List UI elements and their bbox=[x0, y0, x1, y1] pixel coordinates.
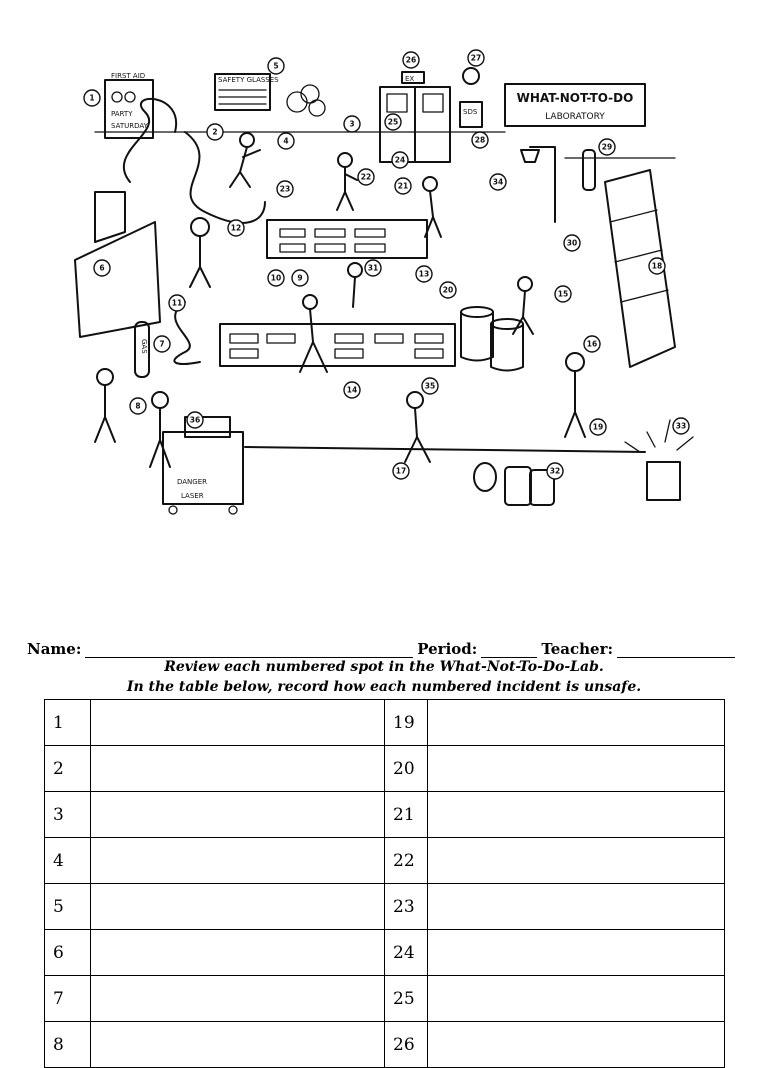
marker-29 bbox=[599, 139, 615, 155]
name-blank[interactable] bbox=[85, 644, 413, 658]
incident-number: 24 bbox=[385, 930, 428, 976]
marker-13 bbox=[416, 266, 432, 282]
lab-title-text: WHAT-NOT-TO-DO bbox=[516, 91, 634, 105]
marker-31 bbox=[365, 260, 381, 276]
sds-label: SDS bbox=[463, 108, 478, 116]
answer-cell[interactable] bbox=[428, 884, 725, 930]
svg-text:3: 3 bbox=[349, 119, 355, 129]
first-aid-label: FIRST AID bbox=[111, 72, 146, 80]
svg-text:17: 17 bbox=[395, 466, 407, 476]
answer-cell[interactable] bbox=[428, 792, 725, 838]
marker-24 bbox=[392, 152, 408, 168]
front-lab-bench bbox=[220, 324, 455, 366]
incident-number: 5 bbox=[45, 884, 91, 930]
incident-number: 23 bbox=[385, 884, 428, 930]
table-row bbox=[45, 1022, 725, 1068]
marker-1 bbox=[84, 90, 100, 106]
svg-text:6: 6 bbox=[99, 263, 105, 273]
lab-title-sign bbox=[505, 84, 645, 126]
svg-text:1: 1 bbox=[89, 93, 95, 103]
incident-number: 1 bbox=[45, 700, 91, 746]
sds-binder bbox=[460, 68, 482, 127]
svg-text:21: 21 bbox=[397, 181, 409, 191]
svg-text:10: 10 bbox=[270, 273, 282, 283]
answer-cell[interactable] bbox=[91, 700, 385, 746]
incident-number: 19 bbox=[385, 700, 428, 746]
table-row bbox=[45, 700, 725, 746]
teacher-blank[interactable] bbox=[617, 644, 735, 658]
extension-cord bbox=[185, 132, 265, 223]
svg-text:4: 4 bbox=[283, 136, 289, 146]
marker-25 bbox=[385, 114, 401, 130]
period-blank[interactable] bbox=[481, 644, 537, 658]
svg-text:22: 22 bbox=[360, 172, 372, 182]
table-row bbox=[45, 746, 725, 792]
svg-text:2: 2 bbox=[212, 127, 218, 137]
incident-number: 4 bbox=[45, 838, 91, 884]
marker-35 bbox=[422, 378, 438, 394]
marker-15 bbox=[555, 286, 571, 302]
spray-cloud bbox=[287, 85, 325, 116]
answer-cell[interactable] bbox=[428, 838, 725, 884]
marker-34 bbox=[490, 174, 506, 190]
answer-cell[interactable] bbox=[91, 792, 385, 838]
svg-text:35: 35 bbox=[424, 381, 436, 391]
back-lab-bench bbox=[267, 220, 427, 258]
answer-cell[interactable] bbox=[91, 976, 385, 1022]
party-label: PARTY bbox=[111, 110, 133, 118]
svg-text:24: 24 bbox=[394, 155, 406, 165]
marker-5 bbox=[268, 58, 284, 74]
svg-text:19: 19 bbox=[592, 422, 604, 432]
fume-hood bbox=[75, 192, 160, 337]
gas-label: GAS bbox=[140, 339, 148, 354]
incident-number: 25 bbox=[385, 976, 428, 1022]
answer-cell[interactable] bbox=[428, 700, 725, 746]
svg-text:20: 20 bbox=[442, 285, 454, 295]
svg-text:33: 33 bbox=[675, 421, 687, 431]
answer-cell[interactable] bbox=[91, 884, 385, 930]
laser-beam bbox=[245, 447, 645, 452]
safety-shower bbox=[530, 147, 555, 222]
name-label: Name: bbox=[27, 640, 82, 658]
svg-text:26: 26 bbox=[405, 55, 417, 65]
svg-text:29: 29 bbox=[601, 142, 613, 152]
incident-number: 6 bbox=[45, 930, 91, 976]
marker-21 bbox=[395, 178, 411, 194]
marker-3 bbox=[344, 116, 360, 132]
lab-drawing bbox=[35, 22, 740, 562]
marker-30 bbox=[564, 235, 580, 251]
marker-20 bbox=[440, 282, 456, 298]
table-row bbox=[45, 930, 725, 976]
marker-10 bbox=[268, 270, 284, 286]
marker-28 bbox=[472, 132, 488, 148]
marker-12 bbox=[228, 220, 244, 236]
marker-27 bbox=[468, 50, 484, 66]
marker-22 bbox=[358, 169, 374, 185]
marker-36 bbox=[187, 412, 203, 428]
incident-number: 3 bbox=[45, 792, 91, 838]
marker-17 bbox=[393, 463, 409, 479]
svg-text:15: 15 bbox=[557, 289, 569, 299]
svg-text:27: 27 bbox=[470, 53, 482, 63]
svg-text:5: 5 bbox=[273, 61, 279, 71]
svg-text:14: 14 bbox=[346, 385, 358, 395]
incident-number: 8 bbox=[45, 1022, 91, 1068]
svg-text:7: 7 bbox=[159, 339, 165, 349]
marker-14 bbox=[344, 382, 360, 398]
svg-text:12: 12 bbox=[230, 223, 242, 233]
table-row bbox=[45, 884, 725, 930]
table-row bbox=[45, 792, 725, 838]
marker-9 bbox=[292, 270, 308, 286]
marker-23 bbox=[277, 181, 293, 197]
incident-number: 7 bbox=[45, 976, 91, 1022]
marker-8 bbox=[130, 398, 146, 414]
svg-text:25: 25 bbox=[387, 117, 399, 127]
marker-2 bbox=[207, 124, 223, 140]
saturday-label: SATURDAY bbox=[111, 122, 148, 130]
answer-cell[interactable] bbox=[428, 746, 725, 792]
tipped-barrels bbox=[474, 463, 554, 505]
answer-cell[interactable] bbox=[428, 1022, 725, 1068]
lab-subtitle-text: LABORATORY bbox=[545, 112, 605, 122]
safety-glasses-cabinet bbox=[215, 74, 279, 110]
incident-number: 22 bbox=[385, 838, 428, 884]
svg-text:8: 8 bbox=[135, 401, 141, 411]
svg-text:9: 9 bbox=[297, 273, 303, 283]
svg-text:28: 28 bbox=[474, 135, 486, 145]
laser-cart bbox=[163, 417, 243, 514]
shower-head bbox=[521, 150, 539, 162]
svg-text:23: 23 bbox=[279, 184, 291, 194]
svg-text:30: 30 bbox=[566, 238, 578, 248]
safety-glasses-label: SAFETY GLASSES bbox=[218, 76, 279, 84]
teacher-label: Teacher: bbox=[541, 640, 614, 658]
answer-cell[interactable] bbox=[428, 930, 725, 976]
marker-32 bbox=[547, 463, 563, 479]
svg-text:34: 34 bbox=[492, 177, 504, 187]
marker-16 bbox=[584, 336, 600, 352]
marker-4 bbox=[278, 133, 294, 149]
instruction-review: Review each numbered spot in the What-Not-To-Do-Lab. bbox=[164, 659, 604, 675]
party-poster bbox=[105, 72, 153, 138]
incident-table bbox=[44, 699, 725, 1068]
answer-cell[interactable] bbox=[91, 838, 385, 884]
table-row bbox=[45, 838, 725, 884]
answer-cell[interactable] bbox=[91, 1022, 385, 1068]
laser-label: LASER bbox=[181, 492, 204, 500]
svg-text:11: 11 bbox=[171, 298, 183, 308]
marker-11 bbox=[169, 295, 185, 311]
exit-sign-label: EX bbox=[405, 75, 415, 83]
incident-number: 26 bbox=[385, 1022, 428, 1068]
incident-number: 2 bbox=[45, 746, 91, 792]
marker-19 bbox=[590, 419, 606, 435]
gas-cylinder bbox=[135, 322, 149, 377]
table-row bbox=[45, 976, 725, 1022]
period-label: Period: bbox=[417, 640, 478, 658]
answer-cell[interactable] bbox=[91, 930, 385, 976]
svg-text:18: 18 bbox=[651, 261, 663, 271]
lab-people bbox=[95, 133, 585, 467]
fire-extinguisher bbox=[583, 150, 595, 190]
marker-18 bbox=[649, 258, 665, 274]
marker-26 bbox=[403, 52, 419, 68]
chemical-barrels bbox=[461, 307, 523, 371]
lab-illustration bbox=[35, 22, 740, 562]
svg-text:16: 16 bbox=[586, 339, 598, 349]
danger-label: DANGER bbox=[177, 478, 208, 486]
answer-cell[interactable] bbox=[428, 976, 725, 1022]
marker-7 bbox=[154, 336, 170, 352]
incident-number: 20 bbox=[385, 746, 428, 792]
instruction-record: In the table below, record how each numbered incident is unsafe. bbox=[126, 679, 642, 695]
answer-cell[interactable] bbox=[91, 746, 385, 792]
marker-6 bbox=[94, 260, 110, 276]
marker-33 bbox=[673, 418, 689, 434]
svg-text:31: 31 bbox=[367, 263, 379, 273]
student-info-line bbox=[27, 636, 739, 658]
svg-text:32: 32 bbox=[549, 466, 561, 476]
svg-text:36: 36 bbox=[189, 415, 201, 425]
incident-number: 21 bbox=[385, 792, 428, 838]
svg-text:13: 13 bbox=[418, 269, 430, 279]
